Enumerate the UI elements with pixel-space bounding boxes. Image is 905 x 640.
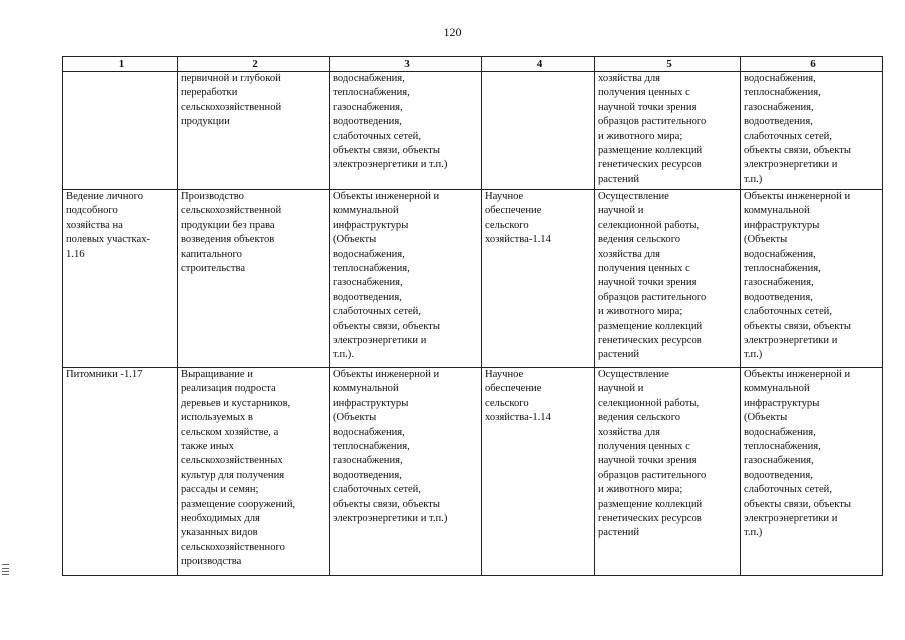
column-header-1: 1 xyxy=(63,57,178,72)
table-cell xyxy=(482,368,595,576)
table-cell xyxy=(178,190,330,368)
column-header-3: 3 xyxy=(330,57,482,72)
table-cell xyxy=(482,190,595,368)
scan-edge-mark xyxy=(2,564,9,575)
table-cell xyxy=(741,368,883,576)
page-number: 120 xyxy=(443,25,462,39)
cell-text: Выращивание и реализация подроста деревьев и кустарников, используемых в сельском хозяйстве, а также иных сельскохозяйственных культур для получения рассады и семян; размещение сооружений, необходимых для указанных видов сельскохозяйственного производства xyxy=(181,369,296,568)
cell-text: водоснабжения, теплоснабжения, газоснабжения, водоотведения, слаботочных сетей, объекты связи, объекты электроэнергетики и т.п.) xyxy=(744,73,851,185)
table-cell xyxy=(178,368,330,576)
cell-text: Объекты инженерной и коммунальной инфраструктуры (Объекты водоснабжения, теплоснабжения, газоснабжения, водоотведения, слаботочных сетей, объекты связи, объекты электроэнергетики и т.п.). xyxy=(333,191,440,361)
column-header-6: 6 xyxy=(741,57,883,72)
table-cell xyxy=(330,368,482,576)
table-row xyxy=(63,190,883,368)
land-use-table xyxy=(62,56,883,576)
table-cell xyxy=(330,190,482,368)
table-row xyxy=(63,72,883,190)
cell-text: Научное обеспечение сельского хозяйства-1.14 xyxy=(485,191,551,246)
cell-text: Объекты инженерной и коммунальной инфраструктуры (Объекты водоснабжения, теплоснабжения, газоснабжения, водоотведения, слаботочных сетей, объекты связи, объекты электроэнергетики и т.п.) xyxy=(744,191,851,361)
table-header-row xyxy=(63,57,883,72)
cell-text: Осуществление научной и селекционной работы, ведения сельского хозяйства для получения ценных с научной точки зрения образцов растительного и животного мира; размещение коллекций генетических ресурсов растений xyxy=(598,369,707,539)
column-header-2: 2 xyxy=(178,57,330,72)
column-header-4: 4 xyxy=(482,57,595,72)
cell-text: первичной и глубокой переработки сельскохозяйственной продукции xyxy=(181,73,282,128)
cell-text: Производство сельскохозяйственной продукции без права возведения объектов капитального строительства xyxy=(181,191,282,275)
table-row xyxy=(63,368,883,576)
table-cell xyxy=(595,190,741,368)
cell-text: Научное обеспечение сельского хозяйства-1.14 xyxy=(485,369,551,424)
cell-text: Питомники -1.17 xyxy=(66,369,143,380)
table-cell xyxy=(741,190,883,368)
cell-text: Объекты инженерной и коммунальной инфраструктуры (Объекты водоснабжения, теплоснабжения, газоснабжения, водоотведения, слаботочных сетей, объекты связи, объекты электроэнергетики и т.п.) xyxy=(744,369,851,539)
column-header-5: 5 xyxy=(595,57,741,72)
table-cell xyxy=(178,72,330,190)
table-cell xyxy=(595,368,741,576)
cell-text: Осуществление научной и селекционной работы, ведения сельского хозяйства для получения ценных с научной точки зрения образцов растительного и животного мира; размещение коллекций генетических ресурсов растений xyxy=(598,191,707,361)
cell-text: хозяйства для получения ценных с научной точки зрения образцов растительного и животного мира; размещение коллекций генетических ресурсов растений xyxy=(598,73,707,185)
table-cell xyxy=(63,190,178,368)
cell-text: Ведение личного подсобного хозяйства на полевых участках- 1.16 xyxy=(66,191,151,260)
table-cell xyxy=(330,72,482,190)
table-cell xyxy=(482,72,595,190)
table-cell xyxy=(595,72,741,190)
cell-text: водоснабжения, теплоснабжения, газоснабжения, водоотведения, слаботочных сетей, объекты связи, объекты электроэнергетики и т.п.) xyxy=(333,73,448,171)
table-cell xyxy=(741,72,883,190)
table-cell xyxy=(63,72,178,190)
cell-text: Объекты инженерной и коммунальной инфраструктуры (Объекты водоснабжения, теплоснабжения, газоснабжения, водоотведения, слаботочных сетей, объекты связи, объекты электроэнергетики и т.п.) xyxy=(333,369,448,525)
table-cell xyxy=(63,368,178,576)
